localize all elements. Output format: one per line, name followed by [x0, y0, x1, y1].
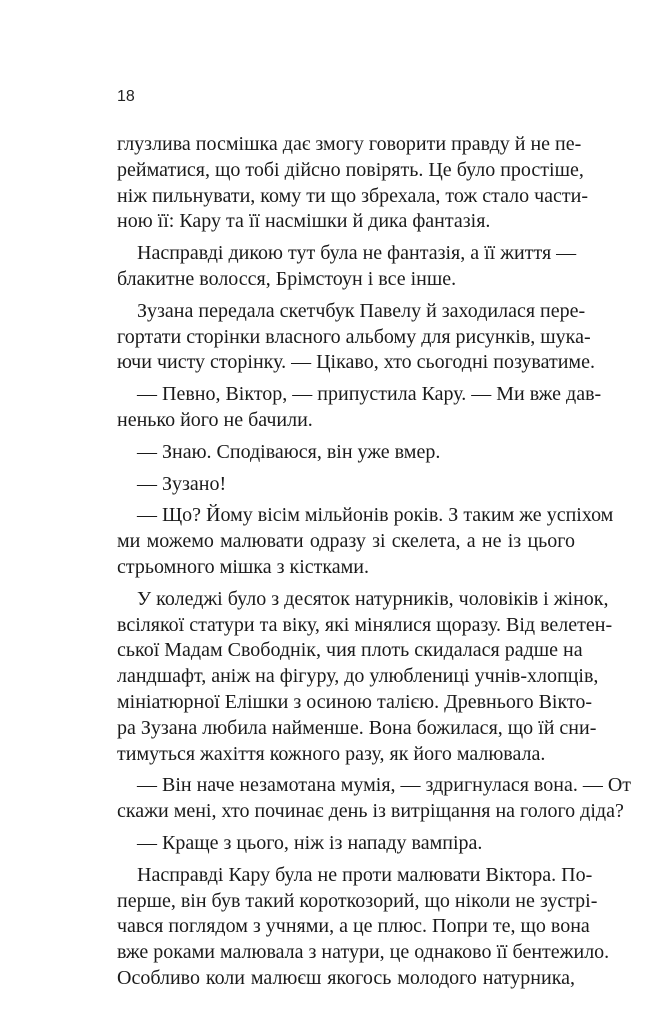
text-line: скажи мені, хто починає день із витріщання на голого діда? [117, 800, 624, 823]
text-line: глузлива посмішка дає змогу говорити правду й не пе- [117, 133, 582, 155]
text-line: гортати сторінки власного альбому для рисунків, шука- [117, 325, 591, 348]
text-line: стрьомного мішка з кістками. [117, 555, 370, 578]
text-line: Насправді дикою тут була не фантазія, а її життя — [137, 242, 577, 265]
paragraph [117, 241, 575, 293]
paragraph [117, 299, 595, 376]
text-line: тимуться жахіття кожного разу, як його малювала. [117, 742, 546, 765]
text-line: ніж пильнувати, кому ти що збрехала, тож стало части- [117, 184, 589, 207]
text-line: блакитне волосся, Брімстоун і все інше. [117, 267, 457, 290]
text-line: — Певно, Віктор, — припустила Кару. — Ми вже дав- [137, 383, 602, 406]
text-line: рейматися, що тобі дійсно повірять. Це було простіше, [117, 158, 584, 181]
paragraph [117, 382, 602, 434]
text-line: — Що? Йому вісім мільйонів років. З таким же успіхом [137, 504, 614, 527]
text-line: перше, він був такий короткозорий, що ніколи не зустрі- [117, 889, 598, 912]
text-line: ландшафт, аніж на фігуру, до улюблениці учнів-хлопців, [117, 665, 599, 688]
paragraph [117, 472, 575, 498]
paragraph [117, 132, 589, 235]
text-line: всілякої статури та віку, які мінялися щоразу. Від велетен- [117, 613, 613, 636]
text-line: — Зузано! [137, 472, 227, 495]
text-line: ми можемо малювати одразу зі скелета, а не із цього [117, 530, 575, 553]
paragraph [117, 587, 613, 768]
text-line: мініатюрної Елішки з осиною талією. Древнього Вікто- [117, 690, 593, 713]
paragraph [117, 440, 575, 466]
text-line: — Краще з цього, ніж із нападу вампіра. [137, 831, 483, 854]
text-line: ра Зузана любила найменше. Вона божилася, що їй сни- [117, 716, 597, 739]
text-line: — Він наче незамотана мумія, — здригнулася вона. — От [137, 774, 632, 797]
text-line: — Знаю. Сподіваюся, він уже вмер. [137, 440, 441, 463]
text-line: У коледжі було з десяток натурників, чоловіків і жінок, [137, 587, 609, 610]
text-line: ненько його не бачили. [117, 408, 313, 431]
page-number: 18 [117, 88, 135, 105]
text-line: вже роками малювала з натури, це однаково її бентежило. [117, 941, 610, 964]
text-line: чався поглядом з учнями, а це плюс. Попри те, що вона [117, 915, 590, 938]
text-line: ючи чисту сторінку. — Цікаво, хто сьогодні позуватиме. [117, 351, 595, 374]
paragraph [117, 773, 632, 825]
paragraph [117, 503, 614, 580]
text-line: ської Мадам Свободнік, чия плоть скидалася радше на [117, 639, 583, 662]
body-text [117, 132, 632, 992]
text-line: ною її: Кару та її насмішки й дика фантазія. [117, 210, 491, 233]
text-line: Насправді Кару була не проти малювати Віктора. По- [137, 863, 593, 886]
paragraph [117, 831, 575, 857]
text-line: Зузана передала скетчбук Павелу й заходилася пере- [137, 299, 586, 322]
paragraph [117, 863, 610, 992]
text-line: Особливо коли малюєш якогось молодого натурника, [117, 966, 575, 989]
